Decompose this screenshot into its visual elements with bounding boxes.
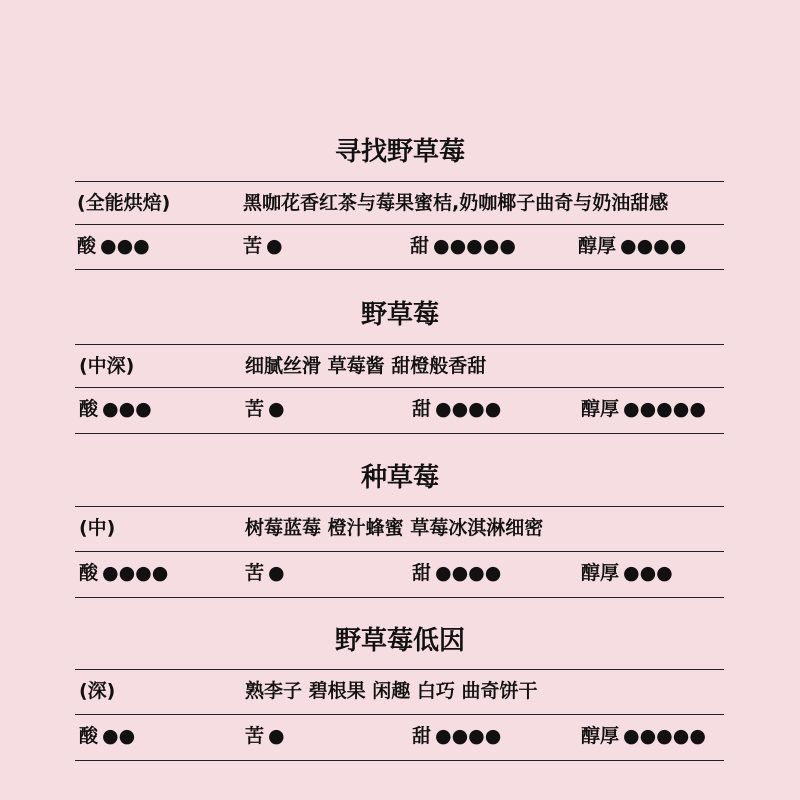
roast-level: (深) bbox=[79, 680, 116, 702]
acidity-rating bbox=[79, 714, 135, 758]
acidity-dots: ●●●● bbox=[102, 562, 169, 584]
acidity-label: 酸 bbox=[79, 562, 99, 584]
body-dots: ●●●● bbox=[620, 235, 687, 257]
sweetness-rating bbox=[412, 551, 501, 595]
body-label: 醇厚 bbox=[581, 562, 620, 584]
bitterness-rating bbox=[243, 224, 283, 268]
acidity-rating bbox=[79, 551, 168, 595]
sweetness-label: 甜 bbox=[412, 398, 432, 420]
sweetness-label: 甜 bbox=[410, 235, 430, 257]
coffee-section-1 bbox=[0, 137, 800, 167]
flavor-notes: 树莓蓝莓 橙汁蜂蜜 草莓冰淇淋细密 bbox=[245, 517, 544, 539]
bitterness-label: 苦 bbox=[245, 562, 265, 584]
bitterness-rating bbox=[245, 714, 285, 758]
acidity-dots: ●● bbox=[102, 725, 136, 747]
acidity-dots: ●●● bbox=[102, 398, 152, 420]
bitterness-dots: ● bbox=[268, 725, 285, 747]
bitterness-dots: ● bbox=[268, 398, 285, 420]
body-dots: ●●● bbox=[623, 562, 673, 584]
rating-row bbox=[75, 714, 724, 758]
body-dots: ●●●●● bbox=[623, 398, 706, 420]
bitterness-label: 苦 bbox=[245, 398, 265, 420]
divider bbox=[75, 597, 724, 598]
body-label: 醇厚 bbox=[581, 725, 620, 747]
body-label: 醇厚 bbox=[581, 398, 620, 420]
bitterness-label: 苦 bbox=[243, 235, 263, 257]
bitterness-dots: ● bbox=[266, 235, 283, 257]
acidity-label: 酸 bbox=[77, 235, 97, 257]
body-rating bbox=[581, 387, 706, 431]
acidity-label: 酸 bbox=[79, 725, 99, 747]
flavor-notes: 熟李子 碧根果 闲趣 白巧 曲奇饼干 bbox=[245, 680, 538, 702]
flavor-notes: 黑咖花香红茶与莓果蜜桔,奶咖椰子曲奇与奶油甜感 bbox=[243, 192, 669, 214]
bitterness-label: 苦 bbox=[245, 725, 265, 747]
sweetness-dots: ●●●● bbox=[435, 562, 502, 584]
bitterness-rating bbox=[245, 387, 285, 431]
info-row bbox=[75, 181, 724, 225]
body-rating bbox=[581, 551, 673, 595]
coffee-section-3 bbox=[0, 463, 800, 493]
divider bbox=[75, 760, 724, 761]
sweetness-dots: ●●●● bbox=[435, 725, 502, 747]
sweetness-rating bbox=[412, 714, 501, 758]
sweetness-dots: ●●●●● bbox=[433, 235, 516, 257]
section-title: 寻找野草莓 bbox=[334, 137, 465, 167]
acidity-dots: ●●● bbox=[100, 235, 150, 257]
sweetness-rating bbox=[412, 387, 501, 431]
roast-level: (中深) bbox=[79, 355, 135, 377]
sweetness-dots: ●●●● bbox=[435, 398, 502, 420]
coffee-section-2 bbox=[0, 300, 800, 330]
sweetness-label: 甜 bbox=[412, 725, 432, 747]
divider bbox=[75, 433, 724, 434]
bitterness-rating bbox=[245, 551, 285, 595]
bitterness-dots: ● bbox=[268, 562, 285, 584]
coffee-section-4 bbox=[0, 626, 800, 656]
acidity-rating bbox=[79, 387, 152, 431]
info-row bbox=[75, 506, 724, 550]
divider bbox=[75, 269, 724, 270]
rating-row bbox=[75, 224, 724, 268]
sweetness-rating bbox=[410, 224, 516, 268]
section-title: 野草莓 bbox=[360, 300, 439, 330]
rating-row bbox=[75, 551, 724, 595]
section-title: 野草莓低因 bbox=[334, 626, 465, 656]
roast-level: (中) bbox=[79, 517, 116, 539]
section-title: 种草莓 bbox=[360, 463, 439, 493]
info-row bbox=[75, 344, 724, 388]
body-label: 醇厚 bbox=[578, 235, 617, 257]
body-dots: ●●●●● bbox=[623, 725, 706, 747]
acidity-label: 酸 bbox=[79, 398, 99, 420]
body-rating bbox=[581, 714, 706, 758]
sweetness-label: 甜 bbox=[412, 562, 432, 584]
acidity-rating bbox=[77, 224, 150, 268]
rating-row bbox=[75, 387, 724, 431]
flavor-notes: 细腻丝滑 草莓酱 甜橙般香甜 bbox=[245, 355, 487, 377]
roast-level: (全能烘焙) bbox=[77, 192, 171, 214]
info-row bbox=[75, 669, 724, 713]
body-rating bbox=[578, 224, 686, 268]
